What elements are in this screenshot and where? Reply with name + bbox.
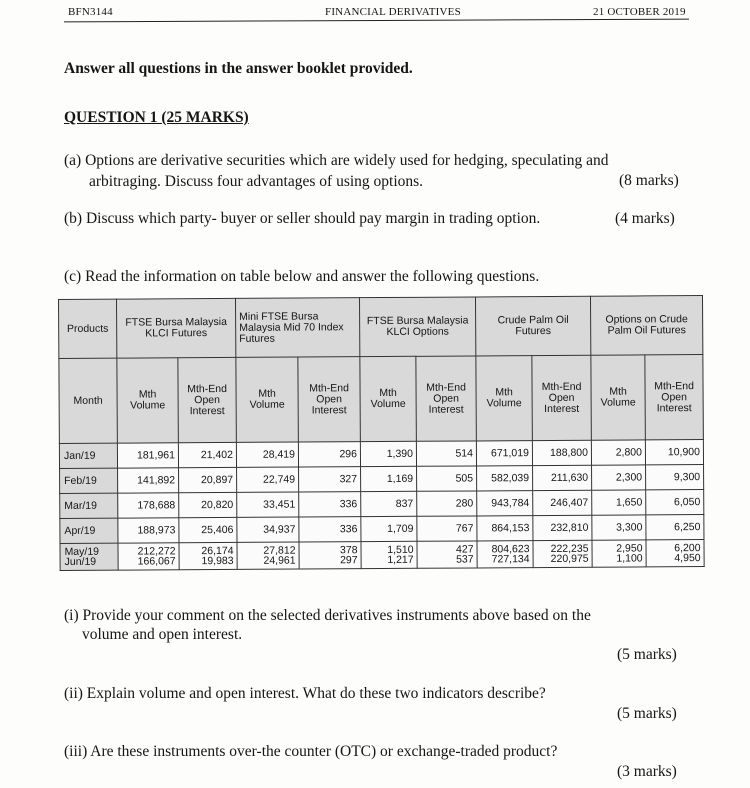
- value-cell: 505: [417, 466, 477, 491]
- value-cell: 33,451: [237, 492, 299, 517]
- open-interest-header: Mth-End Open Interest: [298, 357, 361, 442]
- value-cell: [179, 542, 237, 569]
- value-cell: 2,800: [591, 440, 645, 465]
- value-cell: 25,406: [179, 517, 237, 542]
- header-rule: [64, 19, 689, 23]
- value-cell: 1,709: [361, 516, 417, 541]
- question-b-text: (b) Discuss which party- buyer or seller should pay margin in trading option.: [64, 210, 541, 227]
- value: 19,983: [201, 554, 234, 568]
- value-cell: [477, 541, 533, 568]
- volume-header: Mth Volume: [236, 357, 299, 442]
- open-interest-header: Mth-End Open Interest: [532, 355, 592, 440]
- value-cell: 20,897: [179, 467, 237, 492]
- open-interest-header: Mth-End Open Interest: [178, 357, 237, 442]
- value-cell: 1,650: [592, 490, 646, 515]
- table-row: [60, 465, 704, 494]
- value: 26,174: [201, 544, 234, 558]
- value-cell: 327: [299, 467, 361, 492]
- volume-header: Mth Volume: [117, 358, 179, 443]
- value-cell: [417, 541, 477, 568]
- subquestion-i-line1: (i) Provide your comment on the selected derivatives instruments above based on the: [64, 607, 591, 624]
- value-cell: [533, 540, 592, 567]
- value-cell: [592, 540, 646, 567]
- value-cell: 28,419: [236, 442, 298, 467]
- value-cell: [646, 540, 704, 567]
- value-cell: 34,937: [237, 517, 299, 542]
- value-cell: 336: [299, 517, 361, 542]
- value-cell: 211,630: [533, 465, 592, 490]
- value-cell: 3,300: [592, 515, 646, 540]
- group-header: FTSE Bursa Malaysia KLCI Futures: [117, 298, 236, 358]
- question-c-text: (c) Read the information on table below and answer the following questions.: [64, 268, 540, 285]
- value-cell: 21,402: [178, 442, 236, 467]
- value-cell: 514: [416, 441, 476, 466]
- volume-header: Mth Volume: [591, 355, 646, 440]
- products-header: Products: [59, 299, 117, 358]
- value-cell: 671,019: [476, 441, 532, 466]
- value: 1,100: [616, 552, 643, 565]
- value-cell: 767: [417, 516, 477, 541]
- subquestion-i-line2: volume and open interest.: [82, 626, 243, 643]
- value: 1,510: [387, 543, 414, 556]
- value-cell: 181,961: [117, 443, 178, 468]
- open-interest-header: Mth-End Open Interest: [645, 355, 704, 440]
- value-cell: [299, 542, 361, 569]
- table-row: [60, 515, 704, 544]
- table-row: [60, 490, 704, 519]
- value: 212,272: [137, 545, 176, 558]
- value-cell: 1,390: [360, 441, 416, 466]
- value-cell: 188,973: [118, 518, 179, 543]
- group-header: Options on Crude Palm Oil Futures: [591, 296, 703, 356]
- volume-header: Mth Volume: [476, 356, 533, 441]
- month-cell: [60, 543, 118, 570]
- value: 6,200: [674, 542, 701, 555]
- month-cell: Feb/19: [60, 468, 118, 493]
- value-cell: 141,892: [118, 468, 179, 493]
- value-cell: 232,810: [533, 515, 592, 540]
- question-a-line2: arbitraging. Discuss four advantages of using options.: [89, 173, 424, 190]
- value: 24,961: [263, 554, 296, 567]
- month-cell: Apr/19: [60, 518, 118, 543]
- question-a-marks: (8 marks): [619, 172, 679, 189]
- value: 2,950: [616, 542, 643, 555]
- value: 166,067: [137, 555, 176, 568]
- value: 297: [340, 554, 358, 567]
- value-cell: 582,039: [477, 466, 533, 491]
- subquestion-ii-marks: (5 marks): [617, 705, 677, 722]
- month-cell: Jan/19: [59, 443, 117, 468]
- value-cell: [237, 542, 299, 569]
- subquestion-i-marks: (5 marks): [617, 646, 677, 663]
- value: 727,134: [491, 553, 530, 566]
- value-cell: 280: [417, 491, 477, 516]
- open-interest-header: Mth-End Open Interest: [416, 356, 477, 441]
- value: 537: [456, 553, 474, 566]
- value-cell: 6,050: [646, 490, 704, 515]
- value-cell: 296: [298, 442, 360, 467]
- course-code: BFN3144: [68, 6, 113, 18]
- value-cell: 1,169: [361, 466, 417, 491]
- month-label: Jun/19: [64, 555, 97, 568]
- table-row: [59, 440, 703, 469]
- value-cell: 6,250: [646, 515, 704, 540]
- value: 4,950: [674, 552, 701, 565]
- value: 1,217: [387, 553, 414, 566]
- month-label: May/19: [64, 545, 100, 558]
- value-cell: 2,300: [592, 465, 646, 490]
- value: 220,975: [550, 552, 589, 565]
- group-header: FTSE Bursa Malaysia KLCI Options: [359, 297, 475, 357]
- value-cell: 246,407: [533, 490, 592, 515]
- question-a-line1: (a) Options are derivative securities which are widely used for hedging, speculating and: [64, 152, 609, 169]
- exam-date: 21 OCTOBER 2019: [593, 6, 686, 18]
- value-cell: 22,749: [237, 467, 299, 492]
- value-cell: 336: [299, 492, 361, 517]
- value-cell: 943,784: [477, 491, 533, 516]
- table-row: [60, 540, 704, 571]
- instruction: Answer all questions in the answer booklet provided.: [64, 60, 413, 77]
- value: 222,235: [550, 542, 589, 555]
- value-cell: 864,153: [477, 516, 533, 541]
- value: 378: [339, 544, 358, 557]
- value: 427: [455, 543, 474, 556]
- value-cell: [118, 543, 179, 570]
- value-cell: 10,900: [645, 440, 703, 465]
- value-cell: 178,688: [118, 493, 179, 518]
- value: 804,623: [491, 543, 530, 556]
- subquestion-ii-text: (ii) Explain volume and open interest. What do these two indicators describe?: [64, 685, 546, 702]
- group-header: Mini FTSE Bursa Malaysia Mid 70 Index Futures: [235, 298, 359, 358]
- course-name: FINANCIAL DERIVATIVES: [325, 6, 461, 18]
- volume-header: Mth Volume: [360, 356, 417, 441]
- value-cell: 9,300: [646, 465, 704, 490]
- value: 27,812: [263, 544, 296, 557]
- value-cell: 20,820: [179, 492, 237, 517]
- subquestion-iii-marks: (3 marks): [617, 763, 677, 780]
- value-cell: 188,800: [532, 440, 591, 465]
- month-header: Month: [59, 358, 118, 443]
- month-cell: Mar/19: [60, 493, 118, 518]
- derivatives-table: [58, 295, 704, 582]
- question-title: QUESTION 1 (25 MARKS): [64, 109, 249, 126]
- value-cell: 837: [361, 491, 417, 516]
- subquestion-iii-text: (iii) Are these instruments over-the counter (OTC) or exchange-traded product?: [64, 743, 558, 760]
- group-header: Crude Palm Oil Futures: [475, 296, 590, 356]
- value-cell: [361, 541, 417, 568]
- question-b-marks: (4 marks): [615, 210, 675, 227]
